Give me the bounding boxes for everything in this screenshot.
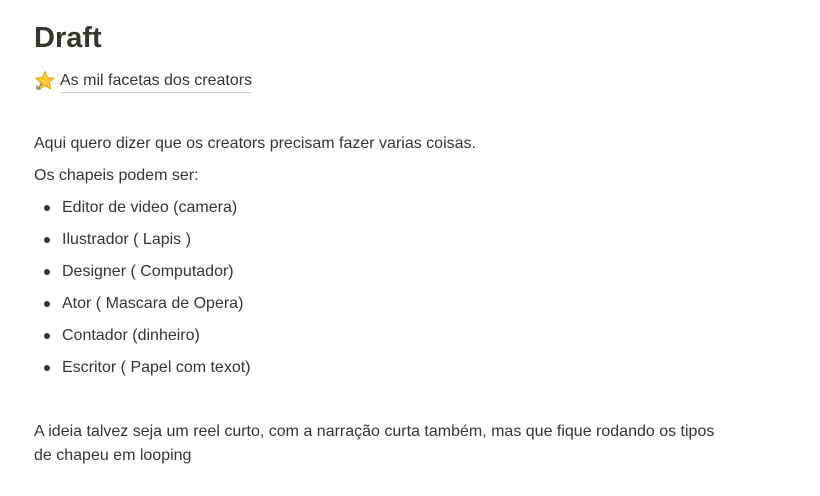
closing-paragraph[interactable]: A ideia talvez seja um reel curto, com a narração curta também, mas que fique rodando os tipos de chapeu em looping [34, 423, 715, 464]
bullet-icon [44, 301, 50, 307]
intro-paragraph[interactable]: Aqui quero dizer que os creators precisam fazer varias coisas. [34, 135, 476, 152]
list-item-text: Designer ( Computador) [62, 263, 234, 280]
list-item-text: Contador (dinheiro) [62, 327, 200, 344]
bullet-icon [44, 365, 50, 371]
list-item[interactable] [34, 324, 251, 356]
list-item-text: Editor de video (camera) [62, 199, 238, 216]
linked-page-title[interactable]: As mil facetas dos creators [60, 70, 252, 93]
bulleted-list [34, 196, 251, 388]
list-item[interactable] [34, 292, 251, 324]
bullet-icon [44, 333, 50, 339]
hats-heading-paragraph[interactable]: Os chapeis podem ser: [34, 167, 199, 184]
list-item[interactable] [34, 356, 251, 388]
bullet-icon [44, 205, 50, 211]
star-icon [34, 70, 56, 92]
list-item-text: Ilustrador ( Lapis ) [62, 231, 191, 248]
list-item[interactable] [34, 260, 251, 292]
bullet-icon [44, 269, 50, 275]
bullet-icon [44, 237, 50, 243]
list-item-text: Ator ( Mascara de Opera) [62, 295, 244, 312]
page-title[interactable]: Draft [34, 22, 102, 54]
list-item[interactable] [34, 228, 251, 260]
list-item-text: Escritor ( Papel com texot) [62, 359, 251, 376]
list-item[interactable] [34, 196, 251, 228]
linked-page[interactable] [34, 68, 252, 94]
